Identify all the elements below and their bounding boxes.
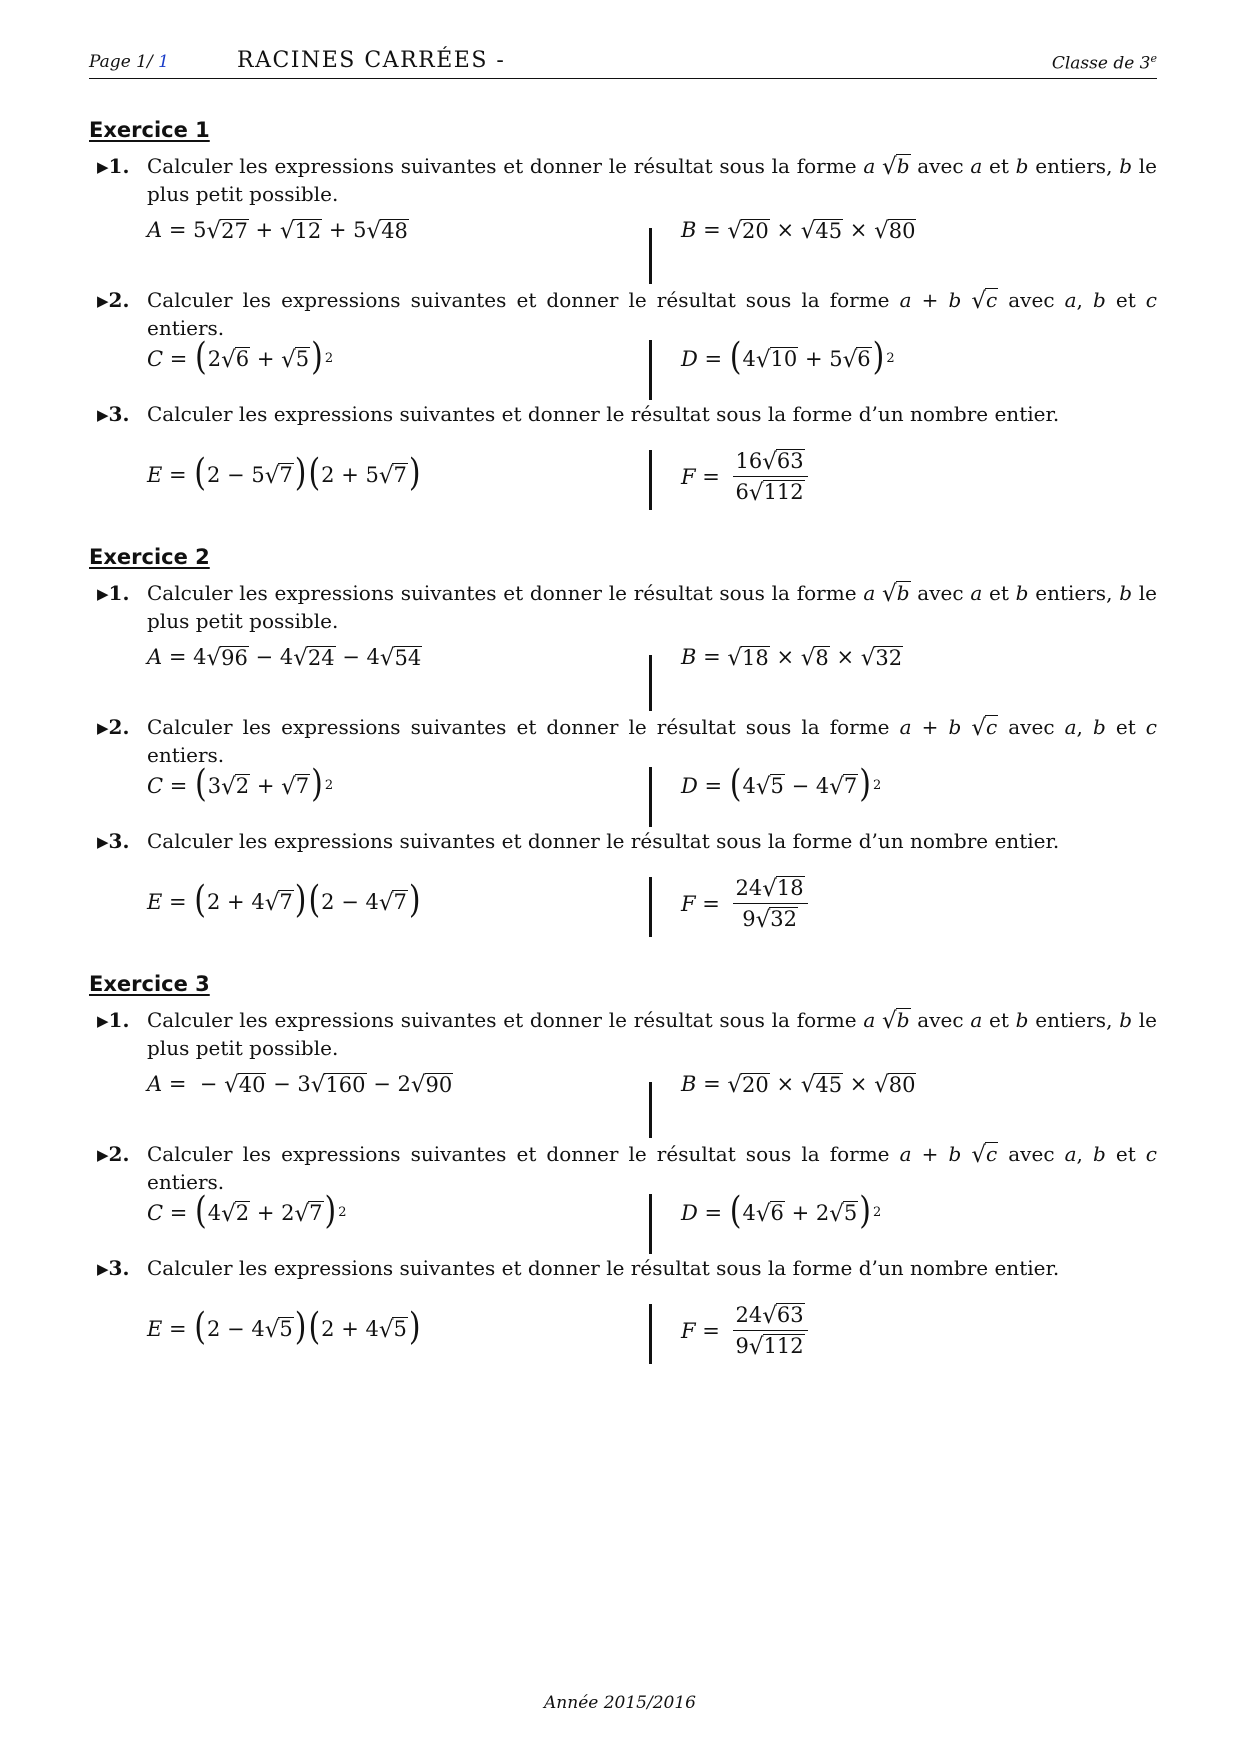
expression-F: F = $\frac{16√63}{6√112}$ xyxy=(681,448,808,505)
exercise-2 xyxy=(89,545,1158,933)
question-q3 xyxy=(89,827,1157,855)
class-superscript: e xyxy=(1150,52,1157,65)
question-text: Calculer les expressions suivantes et donner le résultat sous la forme a √b avec a et b entiers, b le plus petit possible. xyxy=(147,581,1158,633)
exercise-title: Exercice 3 xyxy=(89,972,210,996)
class-label: Classe de 3 xyxy=(1051,53,1151,74)
question-number xyxy=(97,579,129,608)
question-q2 xyxy=(89,286,1157,342)
question-number-label: 3. xyxy=(108,829,130,853)
question-number xyxy=(97,400,129,429)
arrow-bullet-icon: ▶ xyxy=(97,833,109,851)
expression-B: B = √ 20 × √ 45 × √ 80 xyxy=(681,218,916,244)
arrow-bullet-icon: ▶ xyxy=(97,292,109,310)
question-number-label: 2. xyxy=(108,1142,130,1166)
page-number xyxy=(89,52,169,72)
exercise-title: Exercice 2 xyxy=(89,545,210,569)
question-q3 xyxy=(89,400,1157,428)
expression-E: E = ( 2 − 5 √ 7 ) ( 2 + 5 √ 7 ) xyxy=(147,451,421,496)
column-divider xyxy=(649,228,652,284)
expression-A: A = 4 √ 96 − 4 √ 24 − 4 √ 54 xyxy=(147,645,422,671)
question-q1 xyxy=(89,579,1157,635)
arrow-bullet-icon: ▶ xyxy=(97,1012,109,1030)
question-q2 xyxy=(89,1140,1157,1196)
page-header xyxy=(89,50,1157,79)
expression-E: E = ( 2 − 4 √ 5 ) ( 2 + 4 √ 5 ) xyxy=(147,1305,421,1350)
exercise-title: Exercice 1 xyxy=(89,118,210,142)
expression-D: D = ( 4 √ 5 − 4 √ 7 ) 2 xyxy=(681,762,882,807)
column-divider xyxy=(649,655,652,711)
question-number xyxy=(97,152,129,181)
page-total-link[interactable]: 1 xyxy=(158,52,169,72)
question-q2 xyxy=(89,713,1157,769)
expression-D: D = ( 4 √ 6 + 2 √ 5 ) 2 xyxy=(681,1189,882,1234)
expression-A: A = − √ 40 − 3 √ 160 − 2 √ 90 xyxy=(147,1072,453,1098)
question-number xyxy=(97,1140,129,1169)
class-level xyxy=(1052,52,1157,74)
question-text: Calculer les expressions suivantes et donner le résultat sous la forme a + b √c avec a, b et c entiers. xyxy=(147,715,1157,767)
expression-C: C = ( 4 √ 2 + 2 √ 7 ) 2 xyxy=(147,1189,347,1234)
page-label: Page 1/ xyxy=(89,52,153,72)
arrow-bullet-icon: ▶ xyxy=(97,1260,109,1278)
question-number xyxy=(97,1254,129,1283)
question-text: Calculer les expressions suivantes et donner le résultat sous la forme a + b √c avec a, b et c entiers. xyxy=(147,288,1157,340)
question-text: Calculer les expressions suivantes et donner le résultat sous la forme a + b √c avec a, b et c entiers. xyxy=(147,1142,1157,1194)
question-q1 xyxy=(89,152,1157,208)
question-number-label: 3. xyxy=(108,1256,130,1280)
question-q3 xyxy=(89,1254,1157,1282)
arrow-bullet-icon: ▶ xyxy=(97,1146,109,1164)
question-number-label: 2. xyxy=(108,288,130,312)
school-year-footer: Année 2015/2016 xyxy=(544,1693,696,1713)
expression-F: F = $\frac{24√18}{9√32}$ xyxy=(681,875,808,932)
question-q1 xyxy=(89,1006,1157,1062)
expression-E: E = ( 2 + 4 √ 7 ) ( 2 − 4 √ 7 ) xyxy=(147,878,421,923)
document-title: RACINES CARRÉES - xyxy=(237,48,506,73)
column-divider xyxy=(649,450,652,510)
expression-D: D = ( 4 √ 10 + 5 √ 6 ) 2 xyxy=(681,335,895,380)
expression-B: B = √ 18 × √ 8 × √ 32 xyxy=(681,645,903,671)
arrow-bullet-icon: ▶ xyxy=(97,719,109,737)
arrow-bullet-icon: ▶ xyxy=(97,158,109,176)
column-divider xyxy=(649,1194,652,1254)
question-number-label: 3. xyxy=(108,402,130,426)
question-text: Calculer les expressions suivantes et donner le résultat sous la forme d’un nombre entier. xyxy=(147,829,1060,853)
question-number-label: 1. xyxy=(108,581,130,605)
expression-C: C = ( 2 √ 6 + √ 5 ) 2 xyxy=(147,335,334,380)
expression-F: F = $\frac{24√63}{9√112}$ xyxy=(681,1302,808,1359)
column-divider xyxy=(649,340,652,400)
column-divider xyxy=(649,1304,652,1364)
question-number xyxy=(97,286,129,315)
question-number xyxy=(97,827,129,856)
arrow-bullet-icon: ▶ xyxy=(97,406,109,424)
question-number-label: 1. xyxy=(108,1008,130,1032)
column-divider xyxy=(649,877,652,937)
question-text: Calculer les expressions suivantes et donner le résultat sous la forme d’un nombre entier. xyxy=(147,1256,1060,1280)
column-divider xyxy=(649,1082,652,1138)
question-number xyxy=(97,713,129,742)
expression-C: C = ( 3 √ 2 + √ 7 ) 2 xyxy=(147,762,334,807)
question-text: Calculer les expressions suivantes et donner le résultat sous la forme d’un nombre entier. xyxy=(147,402,1060,426)
exercise-1 xyxy=(89,118,1158,506)
question-text: Calculer les expressions suivantes et donner le résultat sous la forme a √b avec a et b entiers, b le plus petit possible. xyxy=(147,1008,1158,1060)
expression-A: A = 5 √ 27 + √ 12 + 5 √ 48 xyxy=(147,218,408,244)
column-divider xyxy=(649,767,652,827)
exercise-3 xyxy=(89,972,1158,1360)
expression-B: B = √ 20 × √ 45 × √ 80 xyxy=(681,1072,916,1098)
question-number xyxy=(97,1006,129,1035)
question-number-label: 1. xyxy=(108,154,130,178)
arrow-bullet-icon: ▶ xyxy=(97,585,109,603)
question-text: Calculer les expressions suivantes et donner le résultat sous la forme a √b avec a et b entiers, b le plus petit possible. xyxy=(147,154,1158,206)
question-number-label: 2. xyxy=(108,715,130,739)
